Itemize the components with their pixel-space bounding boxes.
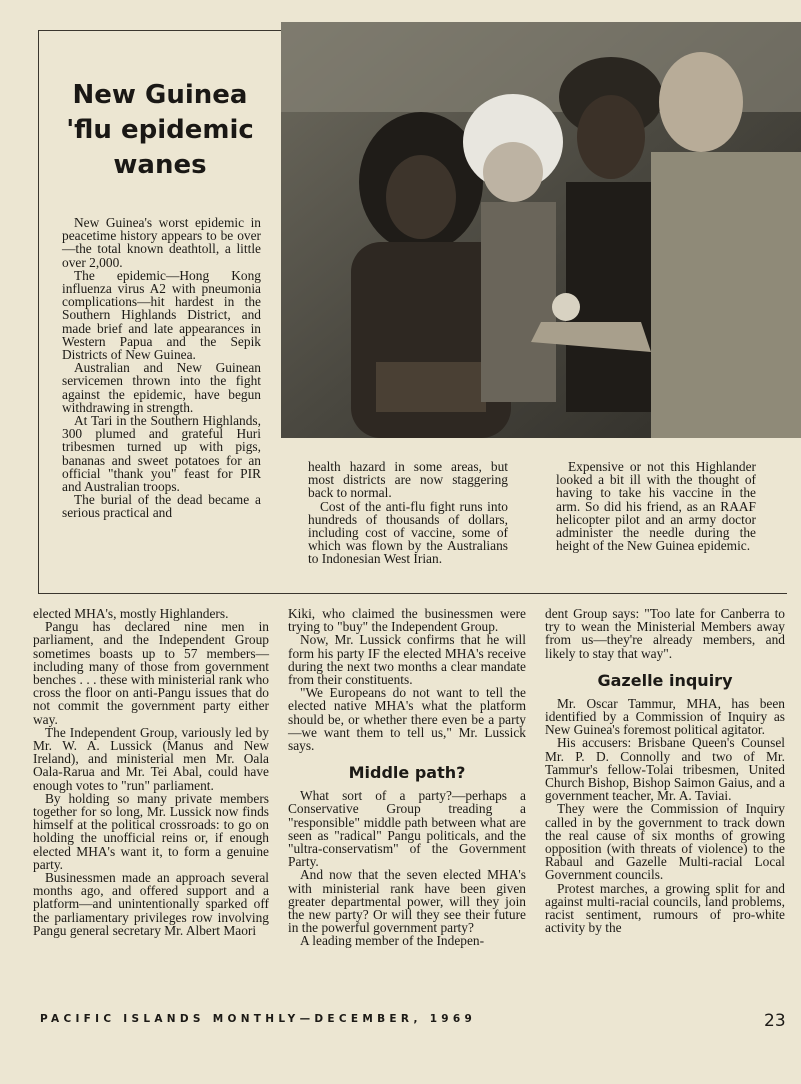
photo-caption: [556, 460, 756, 552]
paragraph: What sort of a party?—perhaps a Conservative Group treading a "responsible" middle path between what are seen as "radical" Pangu politicals, and the "ultra-conservatism" of the Government Party.: [288, 788, 526, 870]
paragraph: By holding so many private members together for so long, Mr. Lussick now finds himself at the political crossroads: to go on holding the unofficial reins or, if enough elected MHA's want it, to form a genuine party.: [33, 790, 269, 872]
paragraph: At Tari in the Southern Highlands, 300 plumed and grateful Huri tribesmen turned up with pigs, bananas and sweet potatoes for an official "thank you" feast for PIR and Australian troops.: [62, 413, 261, 495]
paragraph: elected MHA's, mostly Highlanders.: [33, 606, 229, 621]
paragraph: Now, Mr. Lussick confirms that he will form his party IF the elected MHA's receive during the next two months a clear mandate from their constituents.: [288, 632, 526, 688]
paragraph: New Guinea's worst epidemic in peacetime history appears to be over—the total known deathtoll, a little over 2,000.: [62, 215, 261, 270]
paragraph: "We Europeans do not want to tell the elected native MHA's what the platform should be, or whether there even be a party—we want them to tell us," Mr. Lussick says.: [288, 685, 526, 754]
column-left-bottom: [33, 607, 269, 937]
page-number: 23: [764, 1011, 786, 1031]
column-middle-bottom: [288, 607, 526, 948]
paragraph: Pangu has declared nine men in parliament, and the Independent Group sometimes boasts up to 57 members—including many of those from government benches . . . these with ministerial rank who cross the floor on anti-Pangu issues that do not commit the government party either way.: [33, 619, 269, 727]
paragraph: The epidemic—Hong Kong influenza virus A2 with pneumonia complications—hit hardest in the Southern Highlands District, and made brief and late appearances in Western Papua and the Sepik Districts of New Guinea.: [62, 267, 261, 363]
paragraph: Kiki, who claimed the businessmen were trying to "buy" the Independent Group.: [288, 606, 526, 635]
paragraph: Mr. Oscar Tammur, MHA, has been identified by a Commission of Inquiry as New Guinea's foremost political agitator.: [545, 695, 785, 738]
paragraph: Cost of the anti-flu fight runs into hundreds of thousands of dollars, including cost of vaccine, some of which was flown by the Australians to Indonesian West Irian.: [308, 498, 508, 567]
paragraph: The Independent Group, variously led by Mr. W. A. Lussick (Manus and New Ireland), and ministerial men Mr. Oala Oala-Rarua and Mr. Tei Abal, could have enough votes to "run" parliament.: [33, 724, 269, 793]
paragraph: health hazard in some areas, but most districts are now staggering back to normal.: [308, 459, 508, 501]
paragraph: The burial of the dead became a serious practical and: [62, 492, 261, 521]
caption-text: Expensive or not this Highlander looked a bit ill with the thought of having to take his vaccine in the arm. So did his friend, as an RAAF helicopter pilot and an army doctor administer the needle during the height of the New Guinea epidemic.: [556, 459, 756, 554]
paragraph: A leading member of the Indepen-: [300, 933, 485, 949]
page-footer: PACIFIC ISLANDS MONTHLY—DECEMBER, 1969: [40, 1013, 477, 1025]
paragraph: They were the Commission of Inquiry called in by the government to track down the real cause of six months of growing opposition (with threats of violence) to the Rabaul and Gazelle Multi-racial Local Government councils.: [545, 801, 785, 883]
paragraph: Businessmen made an approach several months ago, and offered support and a platform—and unintentionally sparked off the parliamentary privileges row involving Pangu general secretary Mr. Albert Maori: [33, 870, 269, 938]
paragraph: Protest marches, a growing split for and against multi-racial councils, land problems, racist sentiment, rumours of pro-white activity by the: [545, 880, 785, 936]
column-right-bottom: [545, 607, 785, 934]
column-middle-top: [308, 460, 508, 566]
paragraph: Australian and New Guinean servicemen thrown into the fight against the epidemic, have begun withdrawing in strength.: [62, 360, 261, 415]
photo-illustration: [281, 22, 801, 438]
headline: New Guinea 'flu epidemic wanes: [66, 80, 254, 180]
subhead-gazelle-inquiry: Gazelle inquiry: [597, 670, 733, 690]
column-left-top: [62, 216, 261, 520]
paragraph: dent Group says: "Too late for Canberra to try to wean the Ministerial Members away from us—they're already members, and likely to stay that way".: [545, 606, 785, 661]
paragraph: And now that the seven elected MHA's with ministerial rank have been given greater departmental power, will they join the new party? Or will they see their future in the powerful government party?: [288, 867, 526, 936]
paragraph: His accusers: Brisbane Queen's Counsel Mr. P. D. Connolly and two of Mr. Tammur's fellow-Tolai tribesmen, United Church Bishop, Bishop Saimon Gaius, and a government teacher, Mr. A. Taviai.: [545, 735, 785, 804]
news-photo: [281, 22, 801, 438]
subhead-middle-path: Middle path?: [348, 763, 466, 783]
